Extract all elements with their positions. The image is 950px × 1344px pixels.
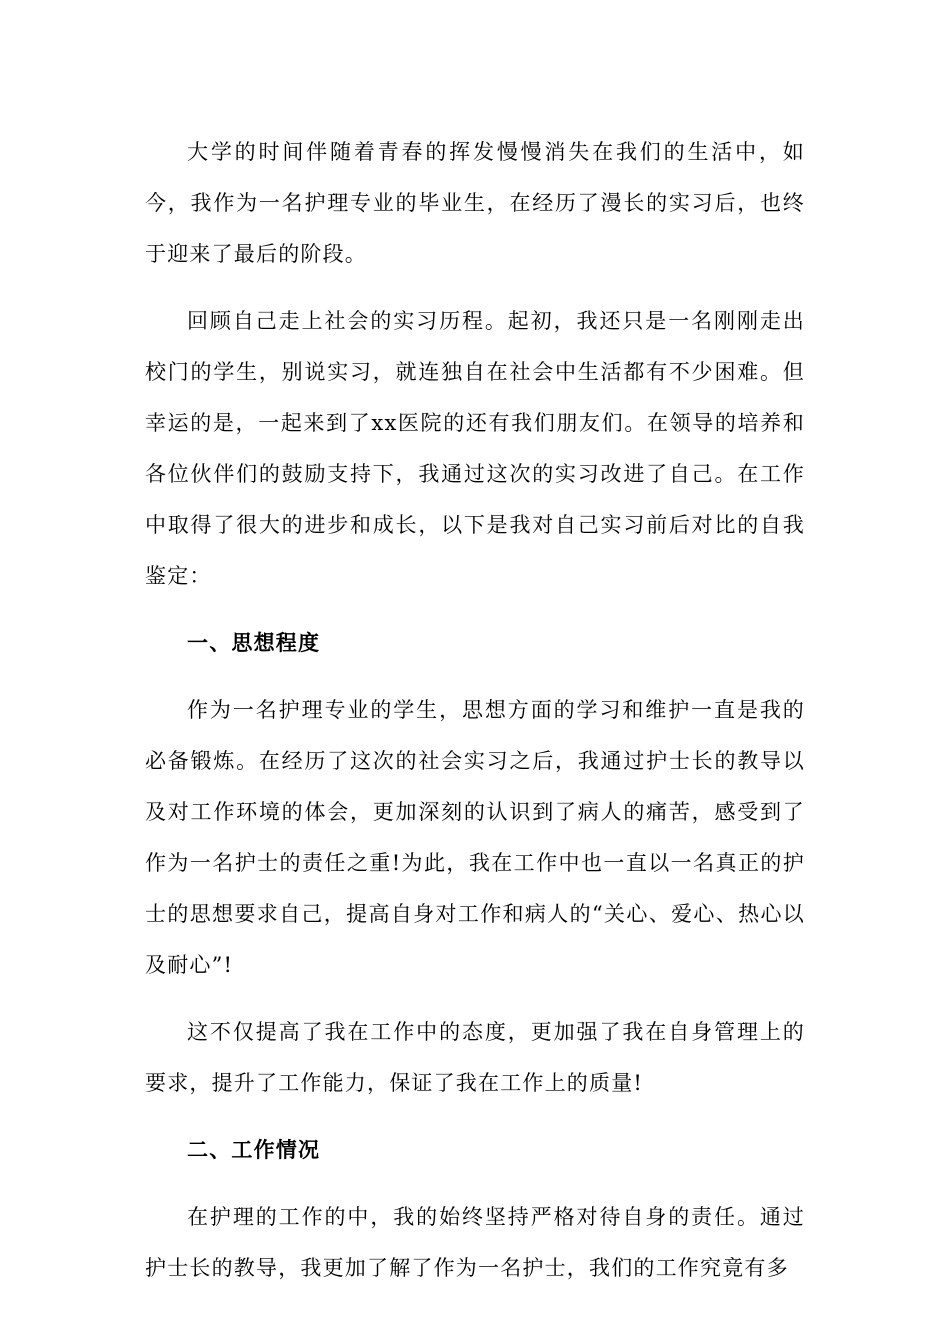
review-paragraph: 回顾自己走上社会的实习历程。起初，我还只是一名刚刚走出校门的学生，别说实习，就连独自在社会中生活都有不少困难。但幸运的是，一起来到了xx医院的还有我们朋友们。在领导的培养和各位伙伴们的鼓励支持下，我通过这次的实习改进了自己。在工作中取得了很大的进步和成长，以下是我对自己实习前后对比的自我鉴定： — [145, 309, 805, 588]
document-page — [145, 127, 805, 1294]
section-heading-thought: 一、思想程度 — [187, 631, 321, 655]
attitude-paragraph: 这不仅提高了我在工作中的态度，更加强了我在自身管理上的要求，提升了工作能力，保证了我在工作上的质量! — [145, 1020, 805, 1095]
section-heading-work: 二、工作情况 — [187, 1138, 321, 1162]
intro-paragraph: 大学的时间伴随着青春的挥发慢慢消失在我们的生活中，如今，我作为一名护理专业的毕业生，在经历了漫长的实习后，也终于迎来了最后的阶段。 — [145, 140, 805, 266]
work-paragraph: 在护理的工作的中，我的始终坚持严格对待自身的责任。通过护士长的教导，我更加了解了作为一名护士，我们的工作究竟有多 — [145, 1205, 805, 1280]
thought-paragraph: 作为一名护理专业的学生，思想方面的学习和维护一直是我的必备锻炼。在经历了这次的社会实习之后，我通过护士长的教导以及对工作环境的体会，更加深刻的认识到了病人的痛苦，感受到了作为一名护士的责任之重!为此，我在工作中也一直以一名真正的护士的思想要求自己，提高自身对工作和病人的“关心、爱心、热心以及耐心”! — [145, 698, 805, 977]
